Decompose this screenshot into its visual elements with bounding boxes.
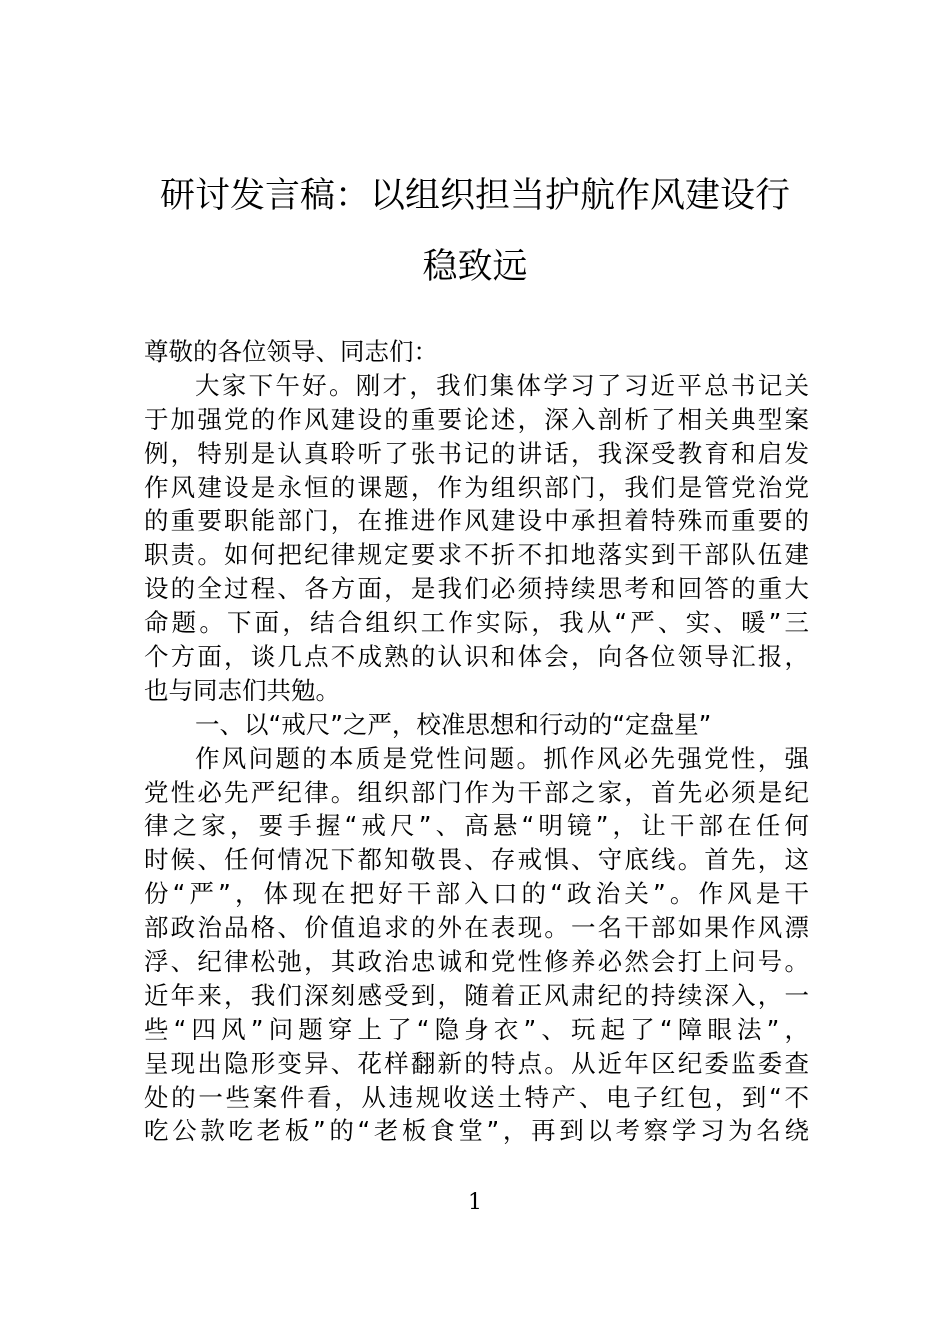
paragraph-line: 吃公款吃老板”的“老板食堂”，再到以考察学习为名绕 [144, 1116, 809, 1146]
paragraph-line: 些“四风”问题穿上了“隐身衣”、玩起了“障眼法”， [144, 1014, 809, 1044]
paragraph-line: 呈现出隐形变异、花样翻新的特点。从近年区纪委监委查 [144, 1048, 809, 1078]
document-title-line-1: 研讨发言稿：以组织担当护航作风建设行 [159, 176, 790, 216]
paragraph-line: 命题。下面，结合组织工作实际，我从“严、实、暖”三 [144, 608, 809, 638]
document-body [144, 335, 809, 1148]
paragraph-line: 职责。如何把纪律规定要求不折不扣地落实到干部队伍建 [144, 540, 809, 570]
paragraph-line: 例，特别是认真聆听了张书记的讲话，我深受教育和启发 [144, 438, 809, 468]
paragraph-line: 份“严”，体现在把好干部入口的“政治关”。作风是干 [144, 879, 809, 909]
page-number: 1 [468, 1190, 482, 1215]
paragraph-line: 作风建设是永恒的课题，作为组织部门，我们是管党治党 [144, 472, 809, 502]
paragraph-line: 设的全过程、各方面，是我们必须持续思考和回答的重大 [144, 574, 809, 604]
paragraph-line: 作风问题的本质是党性问题。抓作风必先强党性，强 [195, 743, 809, 773]
document-title-line-2: 稳致远 [422, 247, 528, 287]
paragraph-line: 部政治品格、价值追求的外在表现。一名干部如果作风漂 [144, 913, 809, 943]
paragraph-line: 于加强党的作风建设的重要论述，深入剖析了相关典型案 [144, 404, 809, 434]
paragraph-line: 的重要职能部门，在推进作风建设中承担着特殊而重要的 [144, 506, 809, 536]
paragraph-line: 也与同志们共勉。 [144, 675, 340, 705]
paragraph-line: 处的一些案件看，从违规收送土特产、电子红包，到“不 [144, 1082, 809, 1112]
paragraph-line: 律之家，要手握“戒尺”、高悬“明镜”，让干部在任何 [144, 811, 809, 841]
paragraph-line: 时候、任何情况下都知敬畏、存戒惧、守底线。首先，这 [144, 845, 809, 875]
paragraph-line: 近年来，我们深刻感受到，随着正风肃纪的持续深入，一 [144, 980, 809, 1010]
paragraph-line: 浮、纪律松弛，其政治忠诚和党性修养必然会打上问号。 [144, 947, 809, 977]
paragraph-line: 大家下午好。刚才，我们集体学习了习近平总书记关 [195, 370, 809, 400]
paragraph-line: 党性必先严纪律。组织部门作为干部之家，首先必须是纪 [144, 777, 809, 807]
section-heading: 一、以“戒尺”之严，校准思想和行动的“定盘星” [195, 709, 712, 739]
salutation: 尊敬的各位领导、同志们： [144, 337, 438, 366]
paragraph-line: 个方面，谈几点不成熟的认识和体会，向各位领导汇报， [144, 642, 809, 672]
